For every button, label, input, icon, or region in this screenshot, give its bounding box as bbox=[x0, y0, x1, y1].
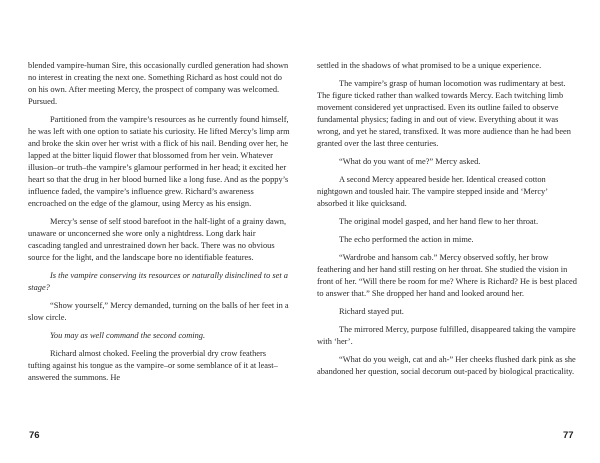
left-page-number: 76 bbox=[29, 430, 40, 441]
right-paragraph-5: The original model gasped, and her hand flew to her throat. bbox=[339, 217, 539, 226]
left-paragraph-3: Mercy’s sense of self stood barefoot in the half-light of a grainy dawn, unaware or unconcerned she wore only a nightdress. Long dark hair cascading tangled and unrestrained down her back. There was no obvious source for the light, and the landscape bore no identifiable features. bbox=[28, 217, 287, 262]
left-paragraph-7: Richard almost choked. Feeling the proverbial dry crow feathers tufting against his tongue as the vampire–or some semblance of it at least–answered the summons. He bbox=[28, 349, 278, 382]
right-paragraph-3: “What do you want of me?” Mercy asked. bbox=[339, 157, 481, 166]
right-paragraph-10: “What do you weigh, cat and ah-” Her cheeks flushed dark pink as she abandoned her question, social decorum out-paced by biological practicality. bbox=[317, 355, 576, 376]
left-paragraph-5: “Show yourself,” Mercy demanded, turning on the balls of her feet in a slow circle. bbox=[28, 301, 289, 322]
left-page bbox=[28, 60, 290, 390]
right-paragraph-8: Richard stayed put. bbox=[339, 307, 404, 316]
right-page-number: 77 bbox=[563, 430, 574, 441]
left-paragraph-1: blended vampire-human Sire, this occasionally curdled generation had shown no interest in creating the next one. Something Richard as host could not do on his own. After meeting Mercy, the prospect of company was welcomed. Pursued. bbox=[28, 61, 289, 106]
left-paragraph-2: Partitioned from the vampire’s resources as he currently found himself, he was left with one option to satiate his curiosity. He lifted Mercy’s limp arm and broke the skin over her wrist with a flick of his nail. Bending over her, he lapped at the bitter liquid flower that blossomed from her vein. Whatever illusion–or truth–the vampire’s glamour performed in her head; it excited her heart so that the drug in her blood burned like a long fuse. And as the poppy’s influence faded, the vampire’s influence grew. Richard’s awareness encroached on the edge of the glamour, using Mercy as his ensign. bbox=[28, 115, 290, 208]
right-paragraph-6: The echo performed the action in mime. bbox=[339, 235, 474, 244]
right-paragraph-7: “Wardrobe and hansom cab.” Mercy observed softly, her brow feathering and her hand still resting on her throat. She studied the vision in front of her. “Will there be room for me? Where is Richard? He is best placed to answer that.” She dropped her hand and looked around her. bbox=[317, 253, 577, 298]
right-paragraph-1: settled in the shadows of what promised to be a unique experience. bbox=[317, 61, 542, 70]
right-paragraph-4: A second Mercy appeared beside her. Identical creased cotton nightgown and tousled hair. The vampire stepped inside and ‘Mercy’ absorbed it like quicksand. bbox=[317, 175, 548, 208]
right-paragraph-9: The mirrored Mercy, purpose fulfilled, disappeared taking the vampire with ‘her’. bbox=[317, 325, 576, 346]
right-page bbox=[317, 60, 579, 384]
left-paragraph-6-thought: You may as well command the second coming. bbox=[50, 331, 206, 340]
left-paragraph-4-thought: Is the vampire conserving its resources or naturally disinclined to set a stage? bbox=[28, 271, 288, 292]
right-paragraph-2: The vampire’s grasp of human locomotion was rudimentary at best. The figure ticked rather than walked towards Mercy. Each twitching limb movement considered yet unpractised. Even its outline failed to observe fundamental physics; fading in and out of view. Everything about it was wrong, and yet he stared, transfixed. It was more audience than he had been granted over the last three centuries. bbox=[317, 79, 571, 148]
